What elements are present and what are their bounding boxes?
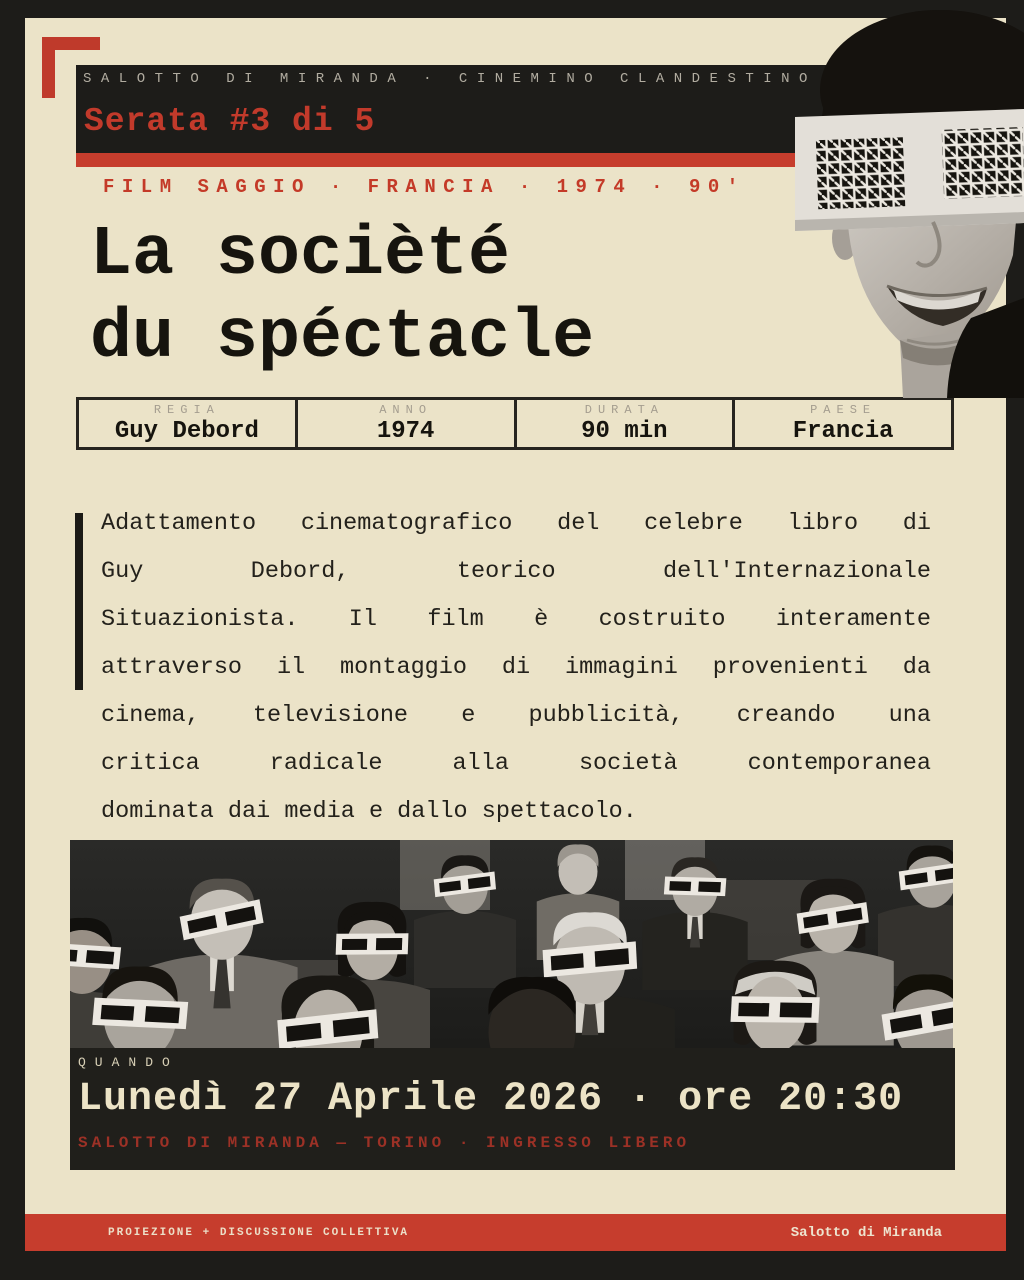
info-value: 1974: [376, 418, 435, 445]
description-line: Adattamento cinematografico del celebre libro di: [101, 510, 931, 537]
film-description: [101, 500, 931, 836]
info-value: 90 min: [581, 418, 668, 445]
info-cell-paese: [735, 400, 951, 447]
visor-grille-left: [816, 137, 905, 209]
footer-event-type: PROIEZIONE + DISCUSSIONE COLLETTIVA: [108, 1226, 410, 1239]
when-label: QUANDO: [78, 1055, 179, 1070]
info-label: DURATA: [584, 403, 664, 417]
header-topline: SALOTTO DI MIRANDA · CINEMINO CLANDESTINO: [83, 71, 817, 87]
when-block: [70, 1048, 955, 1170]
description-line: cinema, televisione e pubblicità, creando una: [101, 702, 931, 729]
audience-photo: [70, 840, 953, 1048]
event-datetime: Lunedì 27 Aprile 2026 · ore 20:30: [78, 1077, 904, 1122]
info-label: PAESE: [810, 403, 877, 417]
description-line: Situazionista. Il film è costruito interamente: [101, 606, 931, 633]
footer-bar: [25, 1214, 1006, 1251]
info-label: ANNO: [379, 403, 433, 417]
film-info-table: [76, 397, 954, 450]
description-line: Guy Debord, teorico dell'Internazionale: [101, 558, 931, 585]
info-cell-anno: [298, 400, 517, 447]
footer-brand: Salotto di Miranda: [790, 1224, 942, 1241]
description-line: dominata dai media e dallo spettacolo.: [101, 798, 637, 825]
visor-grille-right: [942, 127, 1024, 199]
film-title: [90, 214, 594, 380]
event-venue: SALOTTO DI MIRANDA — TORINO · INGRESSO LIBERO: [78, 1134, 691, 1152]
info-value: Francia: [792, 418, 894, 445]
description-line: attraverso il montaggio di immagini provenienti da: [101, 654, 931, 681]
quote-bar: [75, 513, 83, 690]
film-title-line1: La socièté: [90, 216, 511, 295]
audience-member: [277, 976, 379, 1048]
description-line: critica radicale alla società contemporanea: [101, 750, 931, 777]
film-title-line2: du spéctacle: [90, 299, 595, 378]
info-cell-regia: [79, 400, 298, 447]
face-photo: [795, 10, 1024, 398]
info-value: Guy Debord: [114, 418, 259, 445]
series-badge: Serata #3 di 5: [84, 103, 376, 140]
info-label: REGIA: [153, 403, 220, 417]
genre-line: FILM SAGGIO · FRANCIA · 1974 · 90': [103, 176, 746, 198]
info-cell-durata: [517, 400, 736, 447]
